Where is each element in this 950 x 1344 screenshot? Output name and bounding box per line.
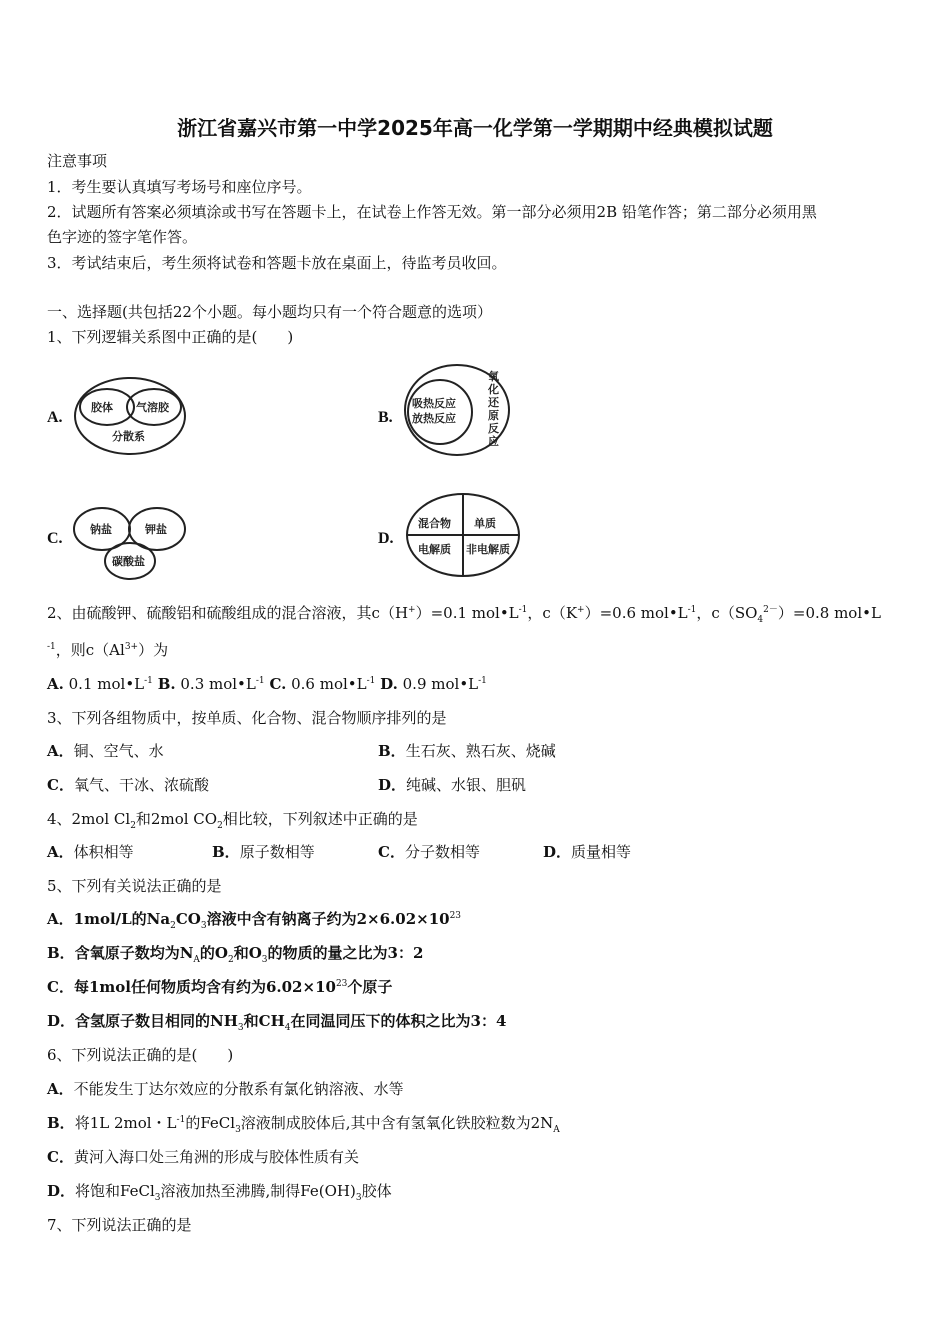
bold-text: 个原子 bbox=[347, 978, 393, 996]
subscript: 3 bbox=[237, 1023, 244, 1033]
text-segment: 质量相等 bbox=[571, 843, 632, 861]
text-segment: ，c（SO bbox=[696, 604, 758, 622]
diagram-label: 胶体 bbox=[91, 401, 113, 414]
bold-text: B． bbox=[378, 742, 406, 760]
subscript: 2 bbox=[130, 821, 136, 831]
text-segment: 纯碱、水银、胆矾 bbox=[406, 776, 527, 794]
diagram-label: 原 bbox=[488, 409, 499, 422]
text-segment: 7、下列说法正确的是 bbox=[47, 1216, 192, 1234]
notice-item: 1．考生要认真填写考场号和座位序号。 bbox=[47, 178, 312, 196]
text-segment: 2、由硫酸钾、硫酸铝和硫酸组成的混合溶液，其c（H bbox=[47, 604, 409, 622]
text-segment: 将饱和FeCl bbox=[75, 1182, 155, 1200]
option-b bbox=[47, 943, 423, 963]
diagram-label: 放热反应 bbox=[412, 412, 456, 425]
text-segment: ）=0.1 mol•L bbox=[415, 604, 519, 622]
bold-text: 的O bbox=[199, 944, 228, 962]
subscript: 4 bbox=[757, 615, 764, 625]
option-c bbox=[47, 775, 209, 795]
subscript: 2 bbox=[227, 955, 234, 965]
question-1-stem: 1、下列逻辑关系图中正确的是( ) bbox=[47, 328, 294, 346]
text-segment: 相比较，下列叙述中正确的是 bbox=[222, 810, 418, 828]
bold-text: 含氢原子数目相同的NH bbox=[75, 1012, 238, 1030]
subscript: 2 bbox=[170, 921, 176, 931]
text-segment: 溶液制成胶体后,其中含有氢氧化铁胶粒数为2N bbox=[240, 1114, 554, 1132]
question-3-stem bbox=[47, 708, 447, 728]
text-segment: 原子数相等 bbox=[239, 843, 315, 861]
superscript: -1 bbox=[47, 642, 56, 652]
superscript: -1 bbox=[478, 676, 487, 686]
option-d-label: D. bbox=[378, 530, 394, 547]
question-2-options bbox=[47, 674, 487, 694]
text-segment: ，c（K bbox=[527, 604, 578, 622]
diagram-label: 碳酸盐 bbox=[112, 555, 145, 568]
bold-text: A． bbox=[47, 910, 74, 928]
bold-text: 和O bbox=[233, 944, 262, 962]
text-segment: 和2mol CO bbox=[135, 810, 218, 828]
text-segment: 5、下列有关说法正确的是 bbox=[47, 877, 222, 895]
diagram-label: 分散系 bbox=[112, 430, 145, 443]
text-segment: 0.3 mol•L bbox=[175, 675, 256, 693]
bold-text: B. bbox=[157, 675, 176, 693]
subscript: 3 bbox=[261, 955, 268, 965]
question-7-stem bbox=[47, 1215, 192, 1235]
bold-text: D． bbox=[543, 843, 572, 861]
bold-text: A． bbox=[47, 1080, 74, 1098]
diagram-d bbox=[404, 491, 522, 579]
text-segment: ，则c（Al bbox=[55, 641, 125, 659]
option-b bbox=[212, 842, 315, 862]
text-segment: 胶体 bbox=[361, 1182, 392, 1200]
text-segment: ）=0.6 mol•L bbox=[584, 604, 688, 622]
text-segment: 氧气、干冰、浓硫酸 bbox=[73, 776, 209, 794]
bold-text: 在同温同压下的体积之比为3：4 bbox=[290, 1012, 507, 1030]
superscript: 2－ bbox=[763, 605, 778, 615]
text-segment: 分子数相等 bbox=[404, 843, 480, 861]
option-c bbox=[47, 977, 392, 997]
bold-text: 含氧原子数均为N bbox=[74, 944, 194, 962]
diagram-label: 还 bbox=[488, 396, 499, 409]
diagram-label: 应 bbox=[488, 435, 499, 448]
option-a bbox=[47, 842, 134, 862]
option-c-label: C. bbox=[47, 530, 63, 547]
option-b bbox=[378, 741, 556, 761]
option-a-label: A. bbox=[47, 409, 63, 426]
text-segment: 3、下列各组物质中，按单质、化合物、混合物顺序排列的是 bbox=[47, 709, 447, 727]
diagram-label: 非电解质 bbox=[466, 543, 510, 556]
superscript: + bbox=[577, 605, 585, 615]
superscript: -1 bbox=[176, 1115, 186, 1125]
diagram-label: 电解质 bbox=[418, 543, 451, 556]
text-segment: 4、2mol Cl bbox=[47, 810, 131, 828]
option-a bbox=[47, 909, 461, 929]
question-6-stem bbox=[47, 1045, 233, 1065]
bold-text: D. bbox=[380, 675, 398, 693]
bold-text: C． bbox=[47, 776, 74, 794]
option-d bbox=[47, 1181, 392, 1201]
diagram-label: 吸热反应 bbox=[412, 397, 456, 410]
diagram-label: 混合物 bbox=[418, 517, 451, 530]
subscript: A bbox=[193, 955, 200, 965]
section-heading: 一、选择题(共包括22个小题。每小题均只有一个符合题意的选项） bbox=[47, 303, 492, 321]
subscript: 3 bbox=[200, 921, 207, 931]
bold-text: 和CH bbox=[243, 1012, 285, 1030]
option-d bbox=[378, 775, 526, 795]
text-segment: 溶液加热至沸腾,制得Fe(OH) bbox=[160, 1182, 356, 1200]
superscript: 23 bbox=[335, 979, 348, 989]
bold-text: 每1mol任何物质均含有约为6.02×10 bbox=[73, 978, 336, 996]
notice-item: 2．试题所有答案必须填涂或书写在答题卡上，在试卷上作答无效。第一部分必须用2B 铅笔作答；第二部分必须用黑 bbox=[47, 203, 817, 221]
text-segment: 体积相等 bbox=[73, 843, 134, 861]
text-segment: 生石灰、熟石灰、烧碱 bbox=[405, 742, 556, 760]
diagram-label: 钠盐 bbox=[90, 523, 112, 536]
text-segment: 不能发生丁达尔效应的分散系有氯化钠溶液、水等 bbox=[73, 1080, 404, 1098]
notice-item: 色字迹的签字笔作答。 bbox=[47, 228, 198, 246]
text-segment: 的FeCl bbox=[185, 1114, 236, 1132]
bold-text: D． bbox=[47, 1012, 76, 1030]
superscript: -1 bbox=[518, 605, 528, 615]
option-a bbox=[47, 741, 164, 761]
superscript: -1 bbox=[144, 676, 153, 686]
option-b bbox=[47, 1113, 560, 1133]
text-segment: 0.9 mol•L bbox=[397, 675, 479, 693]
option-c bbox=[378, 842, 480, 862]
bold-text: C． bbox=[47, 1148, 74, 1166]
option-c bbox=[47, 1147, 359, 1167]
bold-text: 溶液中含有钠离子约为2×6.02×10 bbox=[206, 910, 450, 928]
superscript: 3+ bbox=[124, 642, 139, 652]
text-segment: 6、下列说法正确的是( ) bbox=[47, 1046, 234, 1064]
diagram-a bbox=[72, 374, 188, 458]
bold-text: C. bbox=[269, 675, 287, 693]
text-segment: 黄河入海口处三角洲的形成与胶体性质有关 bbox=[73, 1148, 359, 1166]
text-segment: 将1L 2mol・L bbox=[74, 1114, 177, 1132]
bold-text: B． bbox=[212, 843, 240, 861]
text-segment: 铜、空气、水 bbox=[73, 742, 164, 760]
notice-heading: 注意事项 bbox=[47, 152, 108, 170]
subscript: 3 bbox=[154, 1193, 161, 1203]
bold-text: A． bbox=[47, 742, 74, 760]
bold-text: 1mol/L的Na bbox=[73, 910, 171, 928]
text-segment: ）=0.8 mol•L bbox=[777, 604, 881, 622]
diagram-label: 单质 bbox=[474, 517, 496, 530]
text-segment: 0.1 mol•L bbox=[63, 675, 145, 693]
diagram-b bbox=[402, 362, 512, 458]
bold-text: B． bbox=[47, 1114, 75, 1132]
superscript: + bbox=[408, 605, 416, 615]
bold-text: A. bbox=[47, 675, 64, 693]
subscript: 2 bbox=[217, 821, 223, 831]
superscript: 23 bbox=[449, 911, 462, 921]
diagram-label: 氧 bbox=[488, 370, 499, 383]
text-segment: 0.6 mol•L bbox=[286, 675, 367, 693]
bold-text: CO bbox=[175, 910, 201, 928]
bold-text: B． bbox=[47, 944, 75, 962]
notice-item: 3．考试结束后，考生须将试卷和答题卡放在桌面上，待监考员收回。 bbox=[47, 254, 507, 272]
option-d bbox=[543, 842, 631, 862]
question-5-stem bbox=[47, 876, 222, 896]
superscript: -1 bbox=[255, 676, 265, 686]
subscript: 3 bbox=[355, 1193, 362, 1203]
subscript: A bbox=[553, 1125, 560, 1135]
bold-text: A． bbox=[47, 843, 74, 861]
question-2-stem-cont bbox=[47, 640, 168, 660]
diagram-label: 气溶胶 bbox=[136, 401, 169, 414]
page-title: 浙江省嘉兴市第一中学2025年高一化学第一学期期中经典模拟试题 bbox=[177, 116, 773, 140]
option-b-label: B. bbox=[378, 409, 393, 426]
diagram-label: 反 bbox=[488, 422, 499, 435]
diagram-label: 钾盐 bbox=[145, 523, 167, 536]
text-segment: ）为 bbox=[138, 641, 169, 659]
bold-text: D． bbox=[47, 1182, 76, 1200]
bold-text: C． bbox=[47, 978, 74, 996]
option-d bbox=[47, 1011, 506, 1031]
bold-text: D． bbox=[378, 776, 407, 794]
question-2-stem bbox=[47, 603, 881, 623]
superscript: -1 bbox=[366, 676, 376, 686]
option-a bbox=[47, 1079, 404, 1099]
diagram-c bbox=[72, 502, 188, 582]
question-4-stem bbox=[47, 809, 418, 829]
superscript: -1 bbox=[687, 605, 697, 615]
bold-text: 的物质的量之比为3：2 bbox=[267, 944, 424, 962]
diagram-label: 化 bbox=[488, 383, 499, 396]
subscript: 3 bbox=[235, 1125, 241, 1135]
bold-text: C． bbox=[378, 843, 405, 861]
subscript: 4 bbox=[284, 1023, 291, 1033]
